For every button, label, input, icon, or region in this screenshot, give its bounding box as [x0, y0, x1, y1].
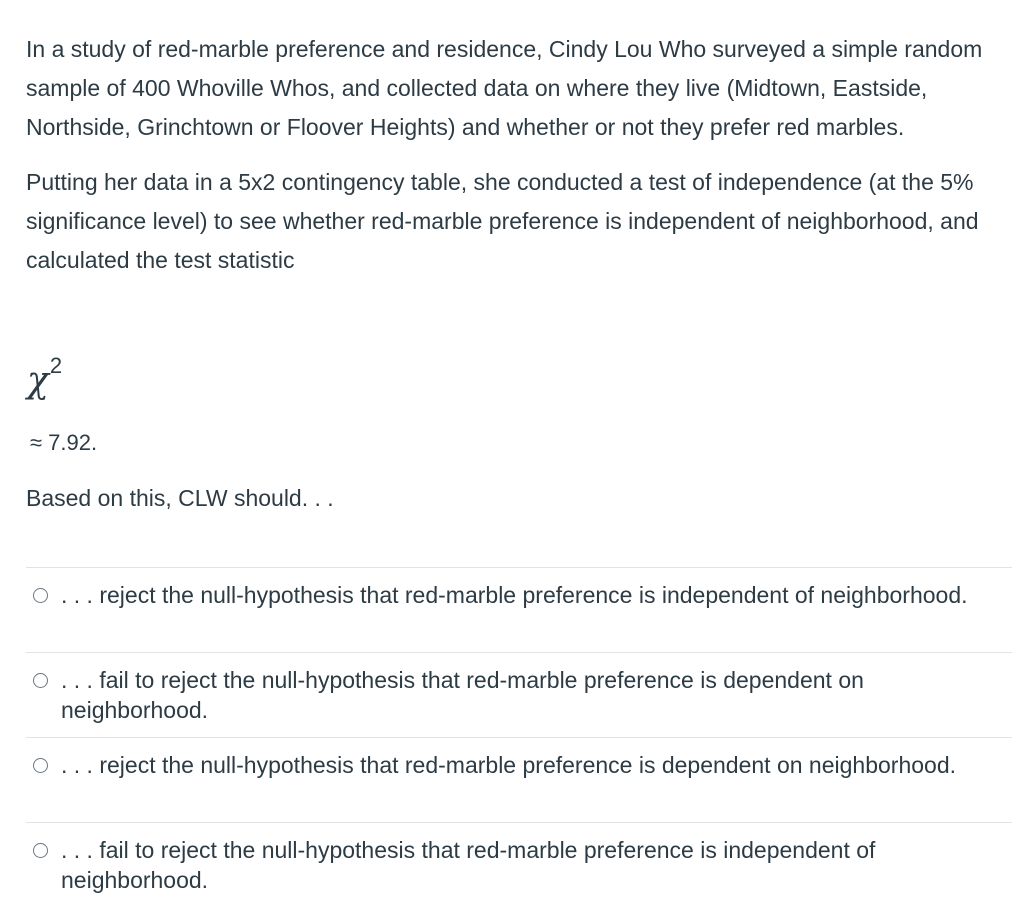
radio-button-icon[interactable]	[33, 673, 48, 688]
question-body	[26, 30, 1011, 296]
radio-button-icon[interactable]	[33, 588, 48, 603]
answer-option-3[interactable]	[26, 737, 1012, 822]
answer-option-4[interactable]	[26, 822, 1012, 907]
chi-squared-symbol	[27, 352, 61, 401]
answer-label[interactable]: . . . reject the null-hypothesis that red-marble preference is independent of neighborhood.	[61, 582, 968, 608]
answer-label[interactable]: . . . fail to reject the null-hypothesis that red-marble preference is dependent on neighborhood.	[61, 667, 864, 723]
answer-label[interactable]: . . . fail to reject the null-hypothesis that red-marble preference is independent of neighborhood.	[61, 837, 876, 893]
chi-symbol: χ	[27, 360, 49, 401]
question-paragraph-1: In a study of red-marble preference and residence, Cindy Lou Who surveyed a simple random sample of 400 Whoville Whos, and collected data on where they live (Midtown, Eastside, Northside, Grinchtown or Floover Heights) and whether or not they prefer red marbles.	[26, 36, 983, 140]
chi-exponent: 2	[49, 353, 63, 378]
test-statistic-value: ≈ 7.92.	[30, 430, 98, 455]
radio-button-icon[interactable]	[33, 758, 48, 773]
answer-option-1[interactable]	[26, 567, 1012, 652]
answer-option-2[interactable]	[26, 652, 1012, 737]
question-paragraph-2: Putting her data in a 5x2 contingency table, she conducted a test of independence (at the 5% significance level) to see whether red-marble preference is independent of neighborhood, and calculated the test statistic	[26, 169, 979, 273]
question-prompt: Based on this, CLW should. . .	[26, 485, 334, 511]
radio-button-icon[interactable]	[33, 843, 48, 858]
answer-list	[26, 567, 1012, 907]
answer-label[interactable]: . . . reject the null-hypothesis that red-marble preference is dependent on neighborhood.	[61, 752, 957, 778]
